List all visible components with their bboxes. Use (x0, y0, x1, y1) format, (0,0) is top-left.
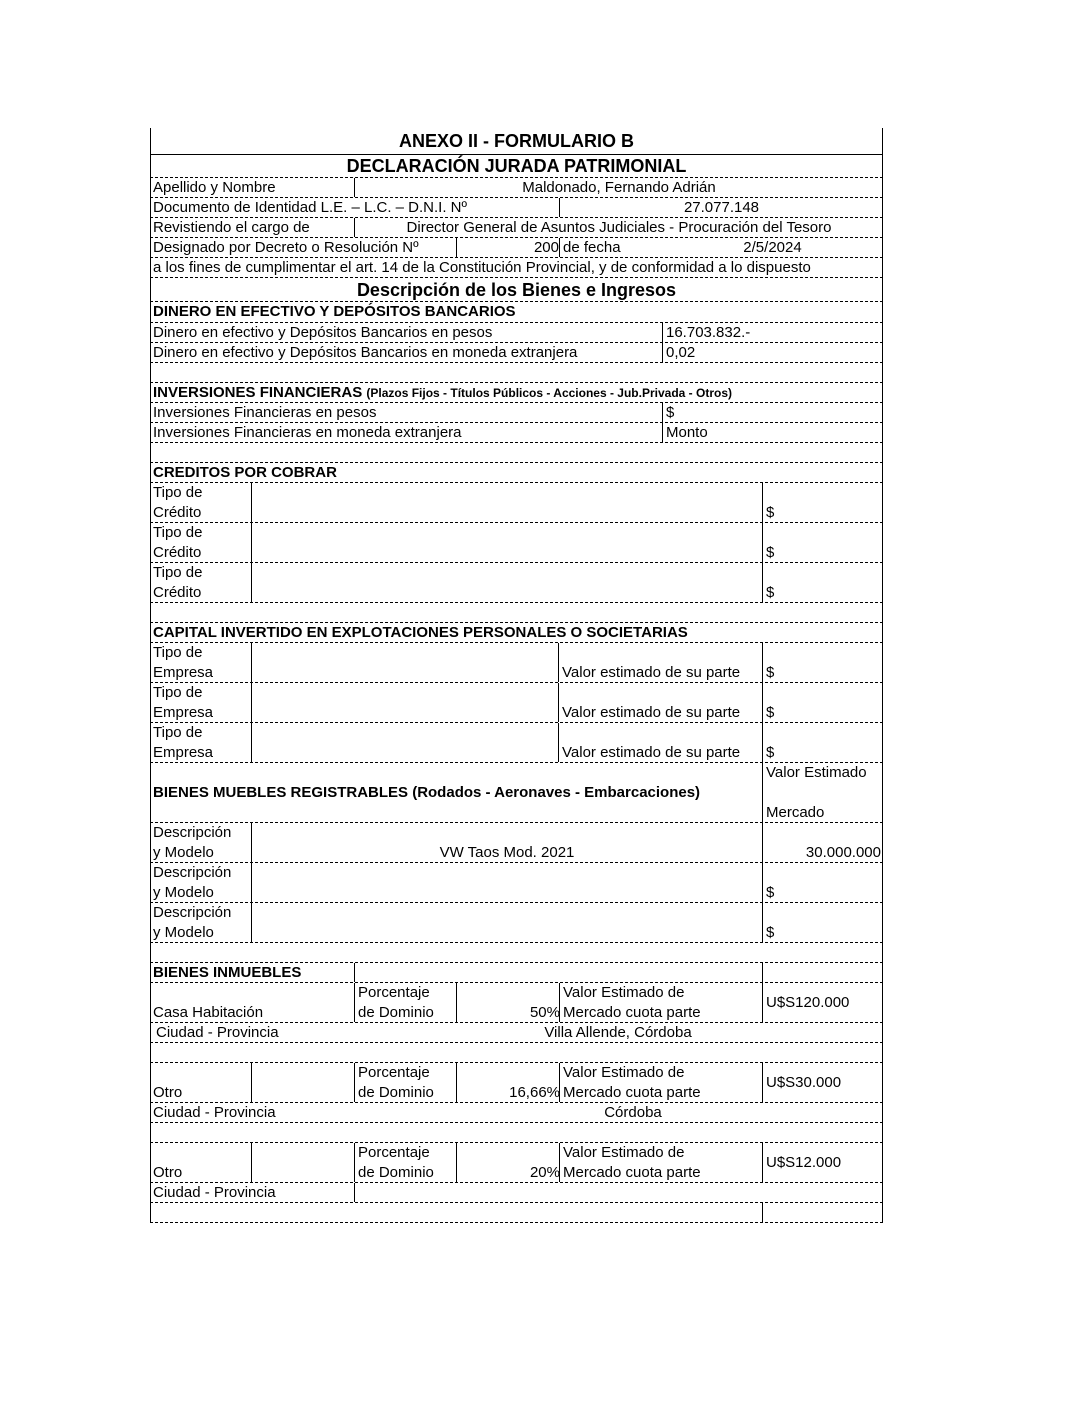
spacer-row (150, 1043, 883, 1063)
inmuebles-title-row (150, 963, 883, 983)
inmueble-porcentaje: 16,66% (456, 1083, 562, 1102)
mueble-row (150, 863, 883, 903)
capital-valor-label: Valor estimado de su parte (562, 704, 741, 721)
decreto-value: 200 (456, 238, 561, 257)
form-title: DECLARACIÓN JURADA PATRIMONIAL (346, 156, 687, 176)
mueble-label-2: y Modelo (153, 844, 214, 861)
mueble-desc (252, 883, 762, 902)
credito-value: $ (762, 583, 883, 602)
credito-row (150, 523, 883, 563)
inmueble-valor: U$S12.000 (762, 1143, 883, 1182)
credito-label-2: Crédito (153, 544, 202, 561)
dinero-pesos-value: 16.703.832.- (662, 323, 883, 342)
capital-value: $ (766, 704, 775, 721)
muebles-title-row (150, 763, 883, 823)
descripcion-title-row (150, 278, 883, 302)
ciudad-label: Ciudad - Provincia (153, 1104, 276, 1121)
fines-row (150, 258, 883, 278)
mueble-label-1: Descripción (153, 864, 232, 881)
doc-row (150, 198, 883, 218)
porcentaje-label-2: de Dominio (358, 1084, 434, 1101)
muebles-valor-header-2: Mercado (766, 804, 825, 821)
spacer-row (150, 443, 883, 463)
cargo-row (150, 218, 883, 238)
inmueble-porcentaje: 20% (456, 1163, 562, 1182)
credito-row (150, 483, 883, 523)
spacer-row (150, 603, 883, 623)
decreto-row (150, 238, 883, 258)
fecha-label: de fecha (559, 238, 665, 257)
mueble-row (150, 823, 883, 863)
credito-label-2: Crédito (153, 584, 202, 601)
mueble-label-1: Descripción (153, 904, 232, 921)
inversiones-extranjera-row (150, 423, 883, 443)
capital-row (150, 643, 883, 683)
capital-desc (251, 683, 558, 722)
ciudad-label: Ciudad - Provincia (153, 1184, 276, 1201)
porcentaje-label-1: Porcentaje (358, 984, 430, 1001)
inmueble-row (150, 1143, 883, 1183)
capital-title-row (150, 623, 883, 643)
valor-label-1: Valor Estimado de (563, 984, 685, 1001)
valor-label-2: Mercado cuota parte (563, 1084, 701, 1101)
name-label: Apellido y Nombre (153, 179, 276, 196)
capital-desc (251, 643, 558, 682)
capital-label-1: Tipo de (153, 684, 203, 701)
credito-label-1: Tipo de (153, 524, 203, 541)
annex-title: ANEXO II - FORMULARIO B (399, 131, 634, 151)
mueble-label-2: y Modelo (153, 924, 214, 941)
credito-value: $ (762, 543, 883, 562)
capital-row (150, 723, 883, 763)
dinero-pesos-row (150, 323, 883, 343)
form-title-row (150, 155, 883, 178)
capital-value: $ (766, 744, 775, 761)
spacer-row (150, 1123, 883, 1143)
inmueble-tipo: Casa Habitación (153, 1004, 264, 1021)
inmueble-row (150, 983, 883, 1023)
cargo-label: Revistiendo el cargo de (153, 219, 310, 236)
credito-row (150, 563, 883, 603)
muebles-title: BIENES MUEBLES REGISTRABLES (Rodados - Aeronaves - Embarcaciones) (153, 784, 701, 801)
capital-desc (251, 723, 558, 762)
mueble-label-2: y Modelo (153, 884, 214, 901)
fecha-value: 2/5/2024 (743, 239, 802, 256)
inmueble-tipo: Otro (153, 1164, 183, 1181)
inversiones-title-row (150, 383, 883, 403)
credito-label-1: Tipo de (153, 484, 203, 501)
credito-desc (251, 523, 762, 562)
capital-valor-label: Valor estimado de su parte (562, 664, 741, 681)
doc-value: 27.077.148 (559, 198, 883, 217)
mueble-value: $ (766, 884, 775, 901)
muebles-valor-header-1: Valor Estimado (762, 763, 883, 822)
inmueble-ciudad: Córdoba (604, 1104, 662, 1121)
dinero-title-row (150, 302, 883, 323)
dinero-extranjera-row (150, 343, 883, 363)
inmueble-porcentaje: 50% (456, 1003, 562, 1022)
annex-title-row (150, 128, 883, 155)
mueble-value: 30.000.000 (805, 844, 881, 861)
valor-label-2: Mercado cuota parte (563, 1004, 701, 1021)
inmueble-ciudad: Villa Allende, Córdoba (544, 1024, 692, 1041)
fines-text: a los fines de cumplimentar el art. 14 de la Constitución Provincial, y de conformidad a lo dispuesto (153, 259, 811, 276)
spacer-row (150, 943, 883, 963)
descripcion-title: Descripción de los Bienes e Ingresos (356, 280, 677, 300)
doc-label: Documento de Identidad L.E. – L.C. – D.N.I. Nº (153, 199, 467, 216)
inversiones-extranjera-label: Inversiones Financieras en moneda extranjera (153, 424, 462, 441)
inmueble-row (150, 1063, 883, 1103)
porcentaje-label-2: de Dominio (358, 1004, 434, 1021)
mueble-value: $ (766, 924, 775, 941)
credito-desc (251, 563, 762, 602)
porcentaje-label-2: de Dominio (358, 1164, 434, 1181)
inversiones-pesos-row (150, 403, 883, 423)
credito-label-1: Tipo de (153, 564, 203, 581)
inmueble-valor: U$S30.000 (762, 1063, 883, 1102)
capital-label-2: Empresa (153, 704, 214, 721)
porcentaje-label-1: Porcentaje (358, 1144, 430, 1161)
capital-label-1: Tipo de (153, 724, 203, 741)
capital-valor-label: Valor estimado de su parte (562, 744, 741, 761)
valor-label-1: Valor Estimado de (563, 1064, 685, 1081)
inversiones-subtitle: (Plazos Fijos - Títulos Públicos - Acciones - Jub.Privada - Otros) (366, 386, 732, 400)
inversiones-title: INVERSIONES FINANCIERAS (153, 384, 363, 401)
dinero-title: DINERO EN EFECTIVO Y DEPÓSITOS BANCARIOS (153, 303, 516, 320)
inversiones-extranjera-value: Monto (662, 423, 883, 442)
credito-value: $ (762, 503, 883, 522)
name-row (150, 178, 883, 198)
credito-desc (251, 483, 762, 522)
capital-row (150, 683, 883, 723)
mueble-row (150, 903, 883, 943)
capital-label-2: Empresa (153, 744, 214, 761)
spacer-row (150, 1203, 883, 1223)
creditos-title-row (150, 463, 883, 483)
inmueble-tipo: Otro (153, 1084, 183, 1101)
inmueble-ciudad-row (150, 1103, 883, 1123)
porcentaje-label-1: Porcentaje (358, 1064, 430, 1081)
inmueble-ciudad (354, 1183, 883, 1202)
capital-value: $ (766, 664, 775, 681)
name-value: Maldonado, Fernando Adrián (354, 178, 883, 197)
creditos-title: CREDITOS POR COBRAR (153, 464, 337, 481)
valor-label-2: Mercado cuota parte (563, 1164, 701, 1181)
inversiones-pesos-value: $ (662, 403, 883, 422)
capital-label-1: Tipo de (153, 644, 203, 661)
credito-label-2: Crédito (153, 504, 202, 521)
cargo-value: Director General de Asuntos Judiciales - Procuración del Tesoro (354, 218, 883, 237)
capital-title: CAPITAL INVERTIDO EN EXPLOTACIONES PERSONALES O SOCIETARIAS (153, 624, 688, 641)
inversiones-pesos-label: Inversiones Financieras en pesos (153, 404, 377, 421)
inmuebles-title: BIENES INMUEBLES (153, 964, 302, 981)
dinero-pesos-label: Dinero en efectivo y Depósitos Bancarios en pesos (153, 324, 493, 341)
inmueble-ciudad-row (150, 1183, 883, 1203)
mueble-desc: VW Taos Mod. 2021 (439, 844, 575, 861)
inmueble-ciudad-row (150, 1023, 883, 1043)
spacer-row (150, 363, 883, 383)
dinero-extranjera-value: 0,02 (662, 343, 883, 362)
mueble-desc (252, 923, 762, 942)
inmueble-valor: U$S120.000 (762, 983, 883, 1022)
capital-label-2: Empresa (153, 664, 214, 681)
dinero-extranjera-label: Dinero en efectivo y Depósitos Bancarios en moneda extranjera (153, 344, 578, 361)
ciudad-label: Ciudad - Provincia (156, 1024, 279, 1041)
mueble-label-1: Descripción (153, 824, 232, 841)
decreto-label: Designado por Decreto o Resolución Nº (153, 239, 419, 256)
valor-label-1: Valor Estimado de (563, 1144, 685, 1161)
